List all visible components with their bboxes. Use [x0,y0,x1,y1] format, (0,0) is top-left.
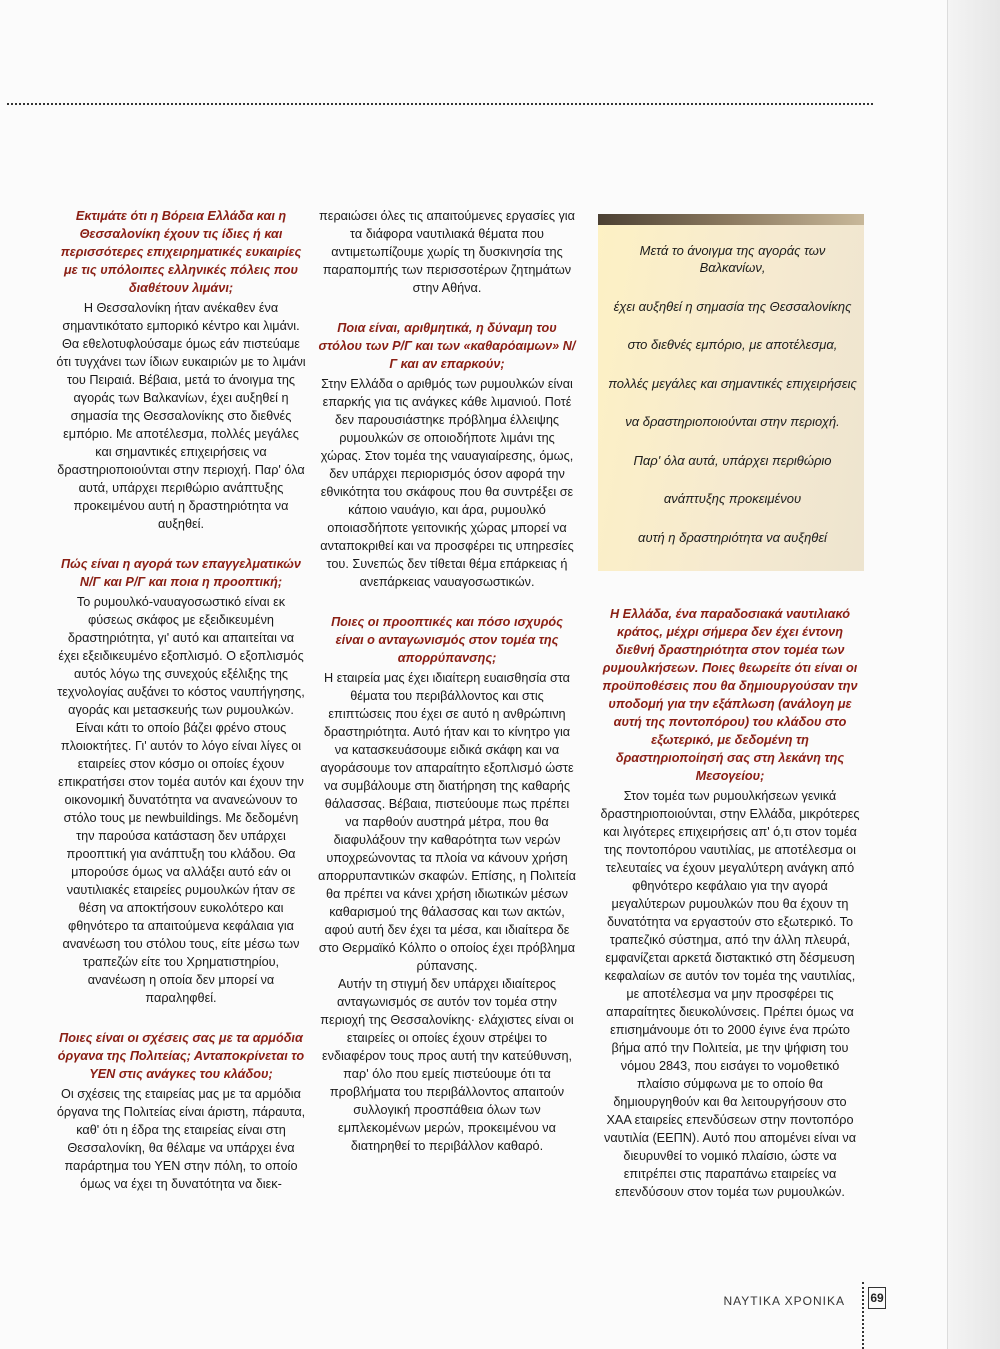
question-6: Η Ελλάδα, ένα παραδοσιακά ναυτιλιακό κράτος, μέχρι σήμερα δεν έχει έντονη διεθνή δραστηριότητα στον τομέα των ρυμουλκήσεων. Ποιες θεωρείτε ότι είναι οι προϋποθέσεις που θα δημιουργούσαν την υποδομή για την εξάπλωση (ανάλογη με αυτή της ποντοπόρου) του κλάδου στο εξωτερικό, με δεδομένη τη δραστηριοποίησή σας στη λεκάνη της Μεσογείου; [602,607,858,783]
column-3 [599,605,861,1201]
pull-quote-line: αυτή η δραστηριότητα να αυξηθεί [638,529,827,545]
question-1: Εκτιμάτε ότι η Βόρεια Ελλάδα και η Θεσσαλονίκη έχουν τις ίδιες ή και περισσότερες επιχειρηματικές ευκαιρίες με τις υπόλοιπες ελληνικές πόλεις που διαθέτουν λιμάνι; [60,209,302,295]
pull-quote-line: να δραστηριοποιούνται στην περιοχή. [625,414,840,429]
question-2: Πώς είναι η αγορά των επαγγελματικών Ν/Γ και Ρ/Γ και ποια η προοπτική; [61,557,301,589]
footer-dotted-rule [862,1282,864,1349]
answer-5-paragraph-2: Αυτήν τη στιγμή δεν υπάρχει ιδιαίτερος ανταγωνισμός σε αυτόν τον τομέα στην περιοχή της Θεσσαλονίκης· ελάχιστες είναι οι εταιρείες οι οποίες έχουν στρέψει το ενδιαφέρον τους προς αυτή την κατεύθυνση, παρ' όλο που εμείς πιστεύουμε ότι τα προβλήματα του περιβάλλοντος απαιτούν συλλογική προσπάθεια όλων των εμπλεκομένων μερών, προκειμένου να διατηρηθεί το περιβάλλον καθαρό. [320,977,574,1153]
pull-quote-line: πολλές μεγάλες και σημαντικές επιχειρήσεις [608,375,857,391]
answer-5-paragraph-1: Η εταιρεία μας έχει ιδιαίτερη ευαισθησία στα θέματα του περιβάλλοντος και στις επιπτώσεις που έχει σε αυτό η ανθρώπινη δραστηριότητα. Αυτό ήταν και το κίνητρο για να κατασκευάσουμε ειδικά σκάφη και να αγοράσουμε τον απαραίτητο εξοπλισμό ώστε να συμβάλουμε στη διατήρηση της καθαρής θάλασσας. Βέβαια, πιστεύουμε πως πρέπει να παρθούν αυστηρά μέτρα, που θα διαφυλάξουν την καθαρότητα των νερών υποχρεώνοντας τα πλοία να κάνουν χρήση απορρυπαντικών σκαφών. Επίσης, η Πολιτεία θα πρέπει να κάνει χρήση ιδιωτικών μέσων καθαρισμού της θάλασσας και των ακτών, αφού αυτή δεν έχει τα μέσα, και ιδιαίτερα δε στο Θερμαϊκό Κόλπο ο οποίος έχει πρόβλημα ρύπανσης. [318,671,576,973]
column-2 [318,207,576,1155]
answer-1: Η Θεσσαλονίκη ήταν ανέκαθεν ένα σημαντικότατο εμπορικό κέντρο και λιμάνι. Θα εθελοτυφλούσαμε όμως εάν πιστεύαμε ότι τυγχάνει των ίδιων ευκαιριών με το λιμάνι του Πειραιά. Βέβαια, μετά το άνοιγμα της αγοράς των Βαλκανίων, έχει αυξηθεί η σημασία της Θεσσαλονίκης στο διεθνές εμπόριο. Με αποτέλεσμα, πολλές μεγάλες και σημαντικές επιχειρήσεις να δραστηριοποιούνται στην περιοχή. Παρ' όλα αυτά, υπάρχει περιθώριο ανάπτυξης προκειμένου αυτή η δραστηριότητα να αυξηθεί. [56,301,306,531]
pull-quote-top-bar [598,214,864,225]
page-edge [947,0,1000,1349]
pull-quote-line: ανάπτυξης προκειμένου [663,491,802,506]
question-3: Ποιες είναι οι σχέσεις σας με τα αρμόδια όργανα της Πολιτείας; Ανταποκρίνεται το ΥΕΝ στις ανάγκες του κλάδου; [57,1031,305,1081]
answer-6: Στον τομέα των ρυμουλκήσεων γενικά δραστηριοποιούνται, στην Ελλάδα, μικρότερες και λιγότερες επιχειρήσεις απ' ό,τι στον τομέα της ποντοπόρου ναυτιλίας, με αποτέλεσμα οι τελευταίες να έχουν μεγαλύτερη ανάγκη από φθηνότερο κεφάλαιο για την αγορά μεγαλύτερων ρυμουλκών που θα έχουν τη δυνατότητα να εργαστούν στο εξωτερικό. Το τραπεζικό σύστημα, από την άλλη πλευρά, εμφανίζεται αρκετά διστακτικό στη δέσμευση κεφαλαίων σε αυτόν τον τομέα της ναυτιλίας, με αποτέλεσμα να μην προσφέρει τις απαραίτητες διευκολύνσεις. Πρέπει όμως να επισημάνουμε ότι το 2000 έγινε ένα πρώτο βήμα από την Πολιτεία, με την ψήφιση του νόμου 2843, που εισάγει το νομοθετικό πλαίσιο σύμφωνα με το οποίο θα δημιουργηθούν και θα λειτουργήσουν στο ΧΑΑ εταιρείες επενδύσεων στην ποντοπόρο ναυτιλία (ΕΕΠΝ). Αυτό που απομένει είναι να διευρυνθεί το νομικό πλαίσιο, ώστε να επιτρέπει στις παραπάνω εταιρείες να επενδύσουν στον τομέα των ρυμουλκών. [600,789,860,1199]
answer-3-continued: περαιώσει όλες τις απαιτούμενες εργασίες για τα διάφορα ναυτιλιακά θέματα που αντιμετωπίζουμε χωρίς τη δυσκινησία της παραπομπής των περισσοτέρων ζητημάτων στην Αθήνα. [319,209,575,295]
question-4: Ποια είναι, αριθμητικά, η δύναμη του στόλου των Ρ/Γ και των «καθαρόαιμων» Ν/Γ και αν επαρκούν; [318,321,576,371]
pull-quote-line: στο διεθνές εμπόριο, με αποτέλεσμα, [627,337,838,352]
top-dotted-rule [7,103,873,105]
column-1 [56,207,306,1193]
pull-quote-line: έχει αυξηθεί η σημασία της Θεσσαλονίκης [613,298,852,314]
question-5: Ποιες οι προοπτικές και πόσο ισχυρός είναι ο ανταγωνισμός στον τομέα της απορρύπανσης; [331,615,563,665]
pull-quote-text [605,242,860,567]
pull-quote-line: Παρ' όλα αυτά, υπάρχει περιθώριο [633,452,832,468]
magazine-name: ΝΑΥΤΙΚΑ ΧΡΟΝΙΚΑ [723,1294,845,1308]
answer-2: Το ρυμουλκό-ναυαγοσωστικό είναι εκ φύσεως σκάφος με εξειδικευμένη δραστηριότητα, γι' αυτό και απαιτείται να έχει εξειδικευμένο εξοπλισμό. Ο εξοπλισμός αυτός λόγω της συνεχούς εξέλιξης της τεχνολογίας αυξάνει το κόστος ναυπήγησης, αγοράς και μετασκευής των ρυμουλκών. Είναι κάτι το οποίο βάζει φρένο στους πλοιοκτήτες. Γι' αυτόν το λόγο είναι λίγες οι εταιρείες στον κόσμο οι οποίες έχουν επικρατήσει στον τομέα αυτόν και έχουν την οικονομική δυνατότητα να ανανεώνουν το στόλο τους με newbuildings. Με δεδομένη την παρούσα κατάσταση δεν υπάρχει προοπτική για ανάπτυξη του κλάδου. Θα μπορούσε όμως να αλλάξει αυτό εάν οι ναυτιλιακές εταιρείες ρυμουλκών ήταν σε θέση να αποκτήσουν ευκολότερο και φθηνότερο τα απαιτούμενα κεφάλαια για ανανέωση του στόλου τους, είτε μέσω των τραπεζών είτε του Χρηματιστηρίου, ανανέωση η οποία δεν μπορεί να παραληφθεί. [57,595,305,1005]
answer-4: Στην Ελλάδα ο αριθμός των ρυμουλκών είναι επαρκής για τις ανάγκες κάθε λιμανιού. Ποτέ δεν παρουσιάστηκε πρόβλημα έλλειψης ρυμουλκών σε οποιοδήποτε λιμάνι της χώρας. Στον τομέα της ναυαγιαίρεσης, όμως, δεν υπάρχει περιορισμός όσον αφορά την εθνικότητα του σκάφους που θα συντρέξει σε κάποιο ναυάγιο, και άρα, ρυμουλκό οποιασδήποτε γειτονικής χώρας μπορεί να ανταποκριθεί και να προσφέρει τις υπηρεσίες του. Συνεπώς δεν τίθεται θέμα επάρκειας ή ανεπάρκειας ναυαγοσωστικών. [320,377,574,589]
pull-quote-line: Μετά το άνοιγμα της αγοράς των Βαλκανίων, [639,243,826,275]
page-number: 69 [868,1287,886,1309]
answer-3: Οι σχέσεις της εταιρείας μας με τα αρμόδια όργανα της Πολιτείας είναι άριστη, πάραυτα, καθ' ότι η έδρα της εταιρείας είναι στη Θεσσαλονίκη, θα θέλαμε να υπάρχει ένα παράρτημα του ΥΕΝ στην πόλη, το οποίο όμως να έχει τη δυνατότητα να διεκ- [56,1087,306,1191]
